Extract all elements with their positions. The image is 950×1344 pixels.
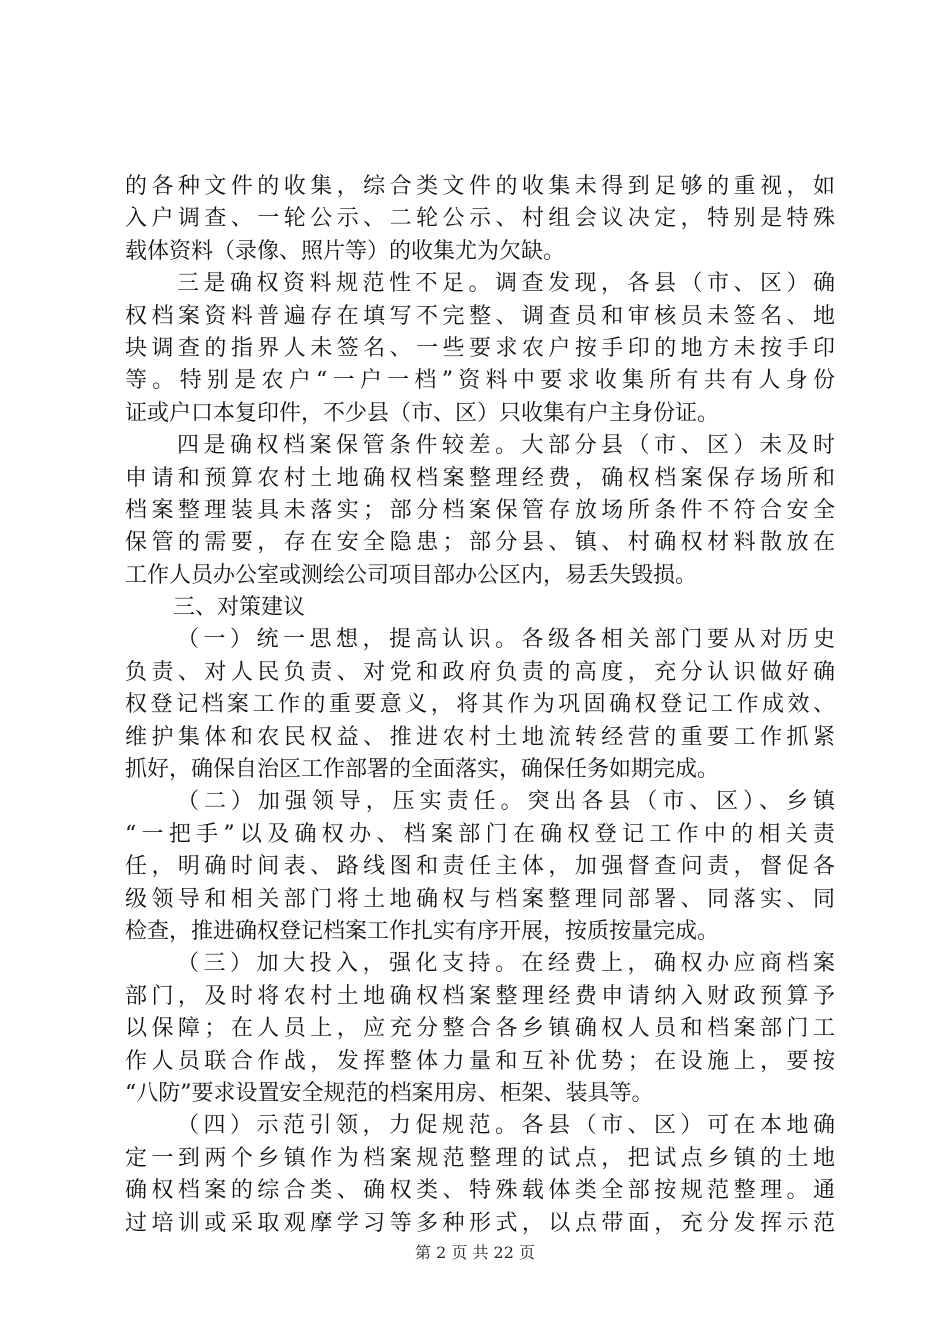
text-line: 工作人员办公室或测绘公司项目部办公区内，易丢失毁损。	[125, 562, 698, 588]
text-line: 负责、对人民负责、对党和政府负责的高度，充分认识做好确	[125, 659, 835, 685]
text-line: 载体资料（录像、照片等）的收集尤为欠缺。	[125, 238, 566, 264]
text-line: 三、对策建议	[173, 595, 306, 621]
text-line: 过培训或采取观摩学习等多种形式，以点带面，充分发挥示范	[125, 1210, 835, 1236]
text-line: 保管的需要，存在安全隐患；部分县、镇、村确权材料散放在	[125, 530, 835, 556]
text-line: （三）加大投入，强化支持。在经费上，确权办应商档案	[177, 951, 835, 977]
text-line: 档案整理装具未落实；部分档案保管存放场所条件不符合安全	[125, 497, 835, 523]
text-line: 权档案资料普遍存在填写不完整、调查员和审核员未签名、地	[125, 303, 835, 329]
text-line: （四）示范引领，力促规范。各县（市、区）可在本地确	[177, 1113, 835, 1139]
text-line: （一）统一思想，提高认识。各级各相关部门要从对历史	[177, 627, 835, 653]
text-line: （二）加强领导，压实责任。突出各县（市、区）、乡镇	[177, 789, 835, 815]
text-line: 以保障；在人员上，应充分整合各乡镇确权人员和档案部门工	[125, 1016, 835, 1042]
text-line: 确权档案的综合类、确权类、特殊载体类全部按规范整理。通	[125, 1178, 835, 1204]
text-line: 权登记档案工作的重要意义，将其作为巩固确权登记工作成效、	[125, 692, 835, 718]
text-line: 部门，及时将农村土地确权档案整理经费申请纳入财政预算予	[125, 983, 835, 1009]
text-line: 块调查的指界人未签名、一些要求农户按手印的地方未按手印	[125, 335, 835, 361]
page-footer: 第 2 页 共 22 页	[415, 1243, 535, 1262]
text-line: 抓好，确保自治区工作部署的全面落实，确保任务如期完成。	[125, 757, 720, 783]
text-line: 定一到两个乡镇作为档案规范整理的试点，把试点乡镇的土地	[125, 1145, 835, 1171]
text-line: 申请和预算农村土地确权档案整理经费，确权档案保存场所和	[125, 465, 835, 491]
text-line: “八防”要求设置安全规范的档案用房、柜架、装具等。	[125, 1080, 654, 1106]
text-line: 三是确权资料规范性不足。调查发现，各县（市、区）确	[177, 271, 835, 297]
text-line: 证或户口本复印件，不少县（市、区）只收集有户主身份证。	[125, 400, 720, 426]
text-line: 检查，推进确权登记档案工作扎实有序开展，按质按量完成。	[125, 918, 720, 944]
text-line: “一把手”以及确权办、档案部门在确权登记工作中的相关责	[125, 821, 835, 847]
text-line: 级领导和相关部门将土地确权与档案整理同部署、同落实、同	[125, 886, 835, 912]
text-line: 等。特别是农户“一户一档”资料中要求收集所有共有人身份	[125, 368, 835, 394]
text-line: 四是确权档案保管条件较差。大部分县（市、区）未及时	[177, 433, 835, 459]
text-line: 维护集体和农民权益、推进农村土地流转经营的重要工作抓紧	[125, 724, 835, 750]
document-body	[125, 171, 835, 1240]
text-line: 任，明确时间表、路线图和责任主体，加强督查问责，督促各	[125, 854, 835, 880]
text-line: 入户调查、一轮公示、二轮公示、村组会议决定，特别是特殊	[125, 206, 835, 232]
text-line: 的各种文件的收集，综合类文件的收集未得到足够的重视，如	[125, 174, 835, 199]
text-line: 作人员联合作战，发挥整体力量和互补优势；在设施上，要按	[125, 1048, 835, 1074]
